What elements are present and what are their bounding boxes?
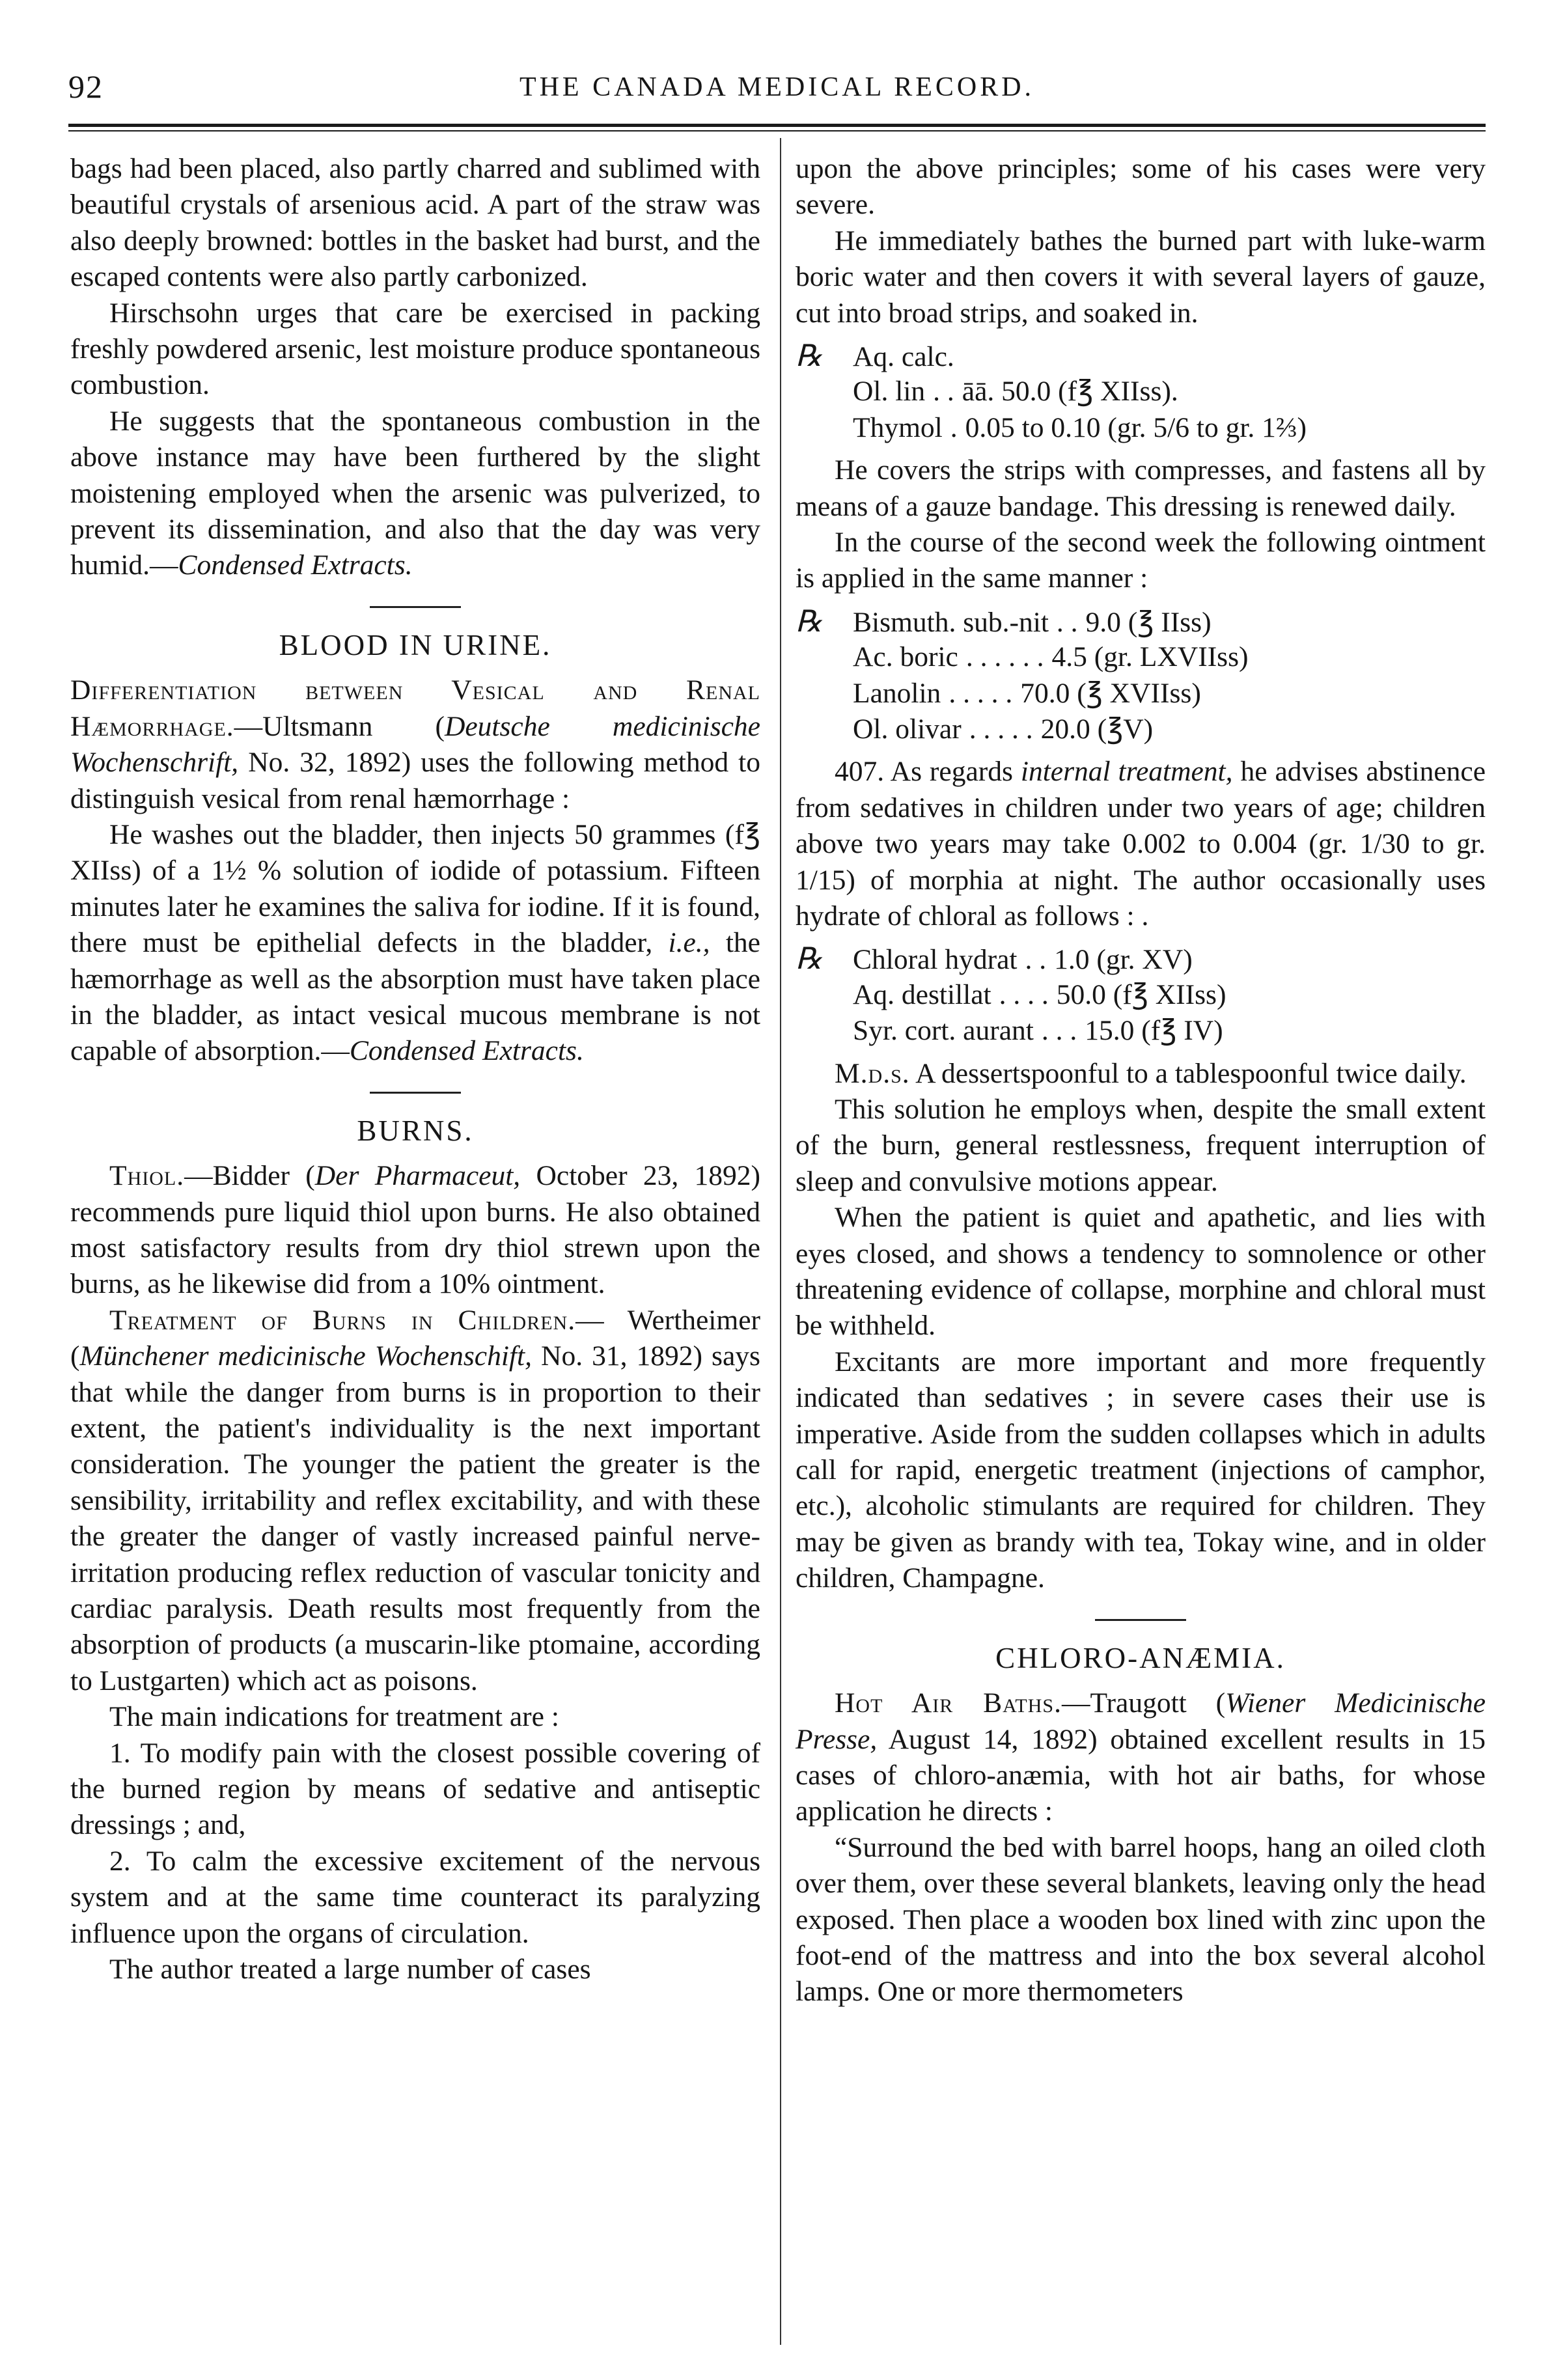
- paragraph-text: —Traugott (: [1061, 1687, 1226, 1719]
- paragraph: [70, 1158, 760, 1303]
- paragraph-text: —Ultsmann (: [234, 710, 445, 742]
- journal-name: Der Pharmaceut,: [314, 1160, 521, 1192]
- dose: 0.05 to 0.10 (gr. 5/6 to gr. 1⅔): [965, 411, 1307, 443]
- paragraph-text: October 23, 1892) recommends pure liquid thiol upon burns. He also obtained most satisfactory results from dry thiol strewn upon the burns, as he likewise did from a 10% ointment.: [70, 1160, 760, 1300]
- section-divider: [370, 1092, 461, 1094]
- ingredient: Ol. olivar: [853, 713, 962, 745]
- paragraph: upon the above principles; some of his cases were very severe.: [796, 153, 1486, 221]
- paragraph: [796, 1685, 1486, 1830]
- ingredient: Chloral hydrat: [853, 944, 1018, 976]
- paragraph-text: he advises abstinence from sedatives in children under two years of age; children above two years may take 0.002 to 0.004 (gr. 1/30 to gr. 1/15) of morphia at night. The author occasionally uses hydrate of chloral as follows : .: [796, 756, 1486, 932]
- paragraph: [70, 1303, 760, 1699]
- dose: 70.0 (℥ XVIIss): [1020, 677, 1201, 709]
- paragraph-text: No. 31, 1892) says that while the danger from burns is in proportion to their extent, the patient's individuality is the next important consideration. The younger the patient the greater is the sensibility, irritability and reflex excitability, and with these the greater the danger of vastly increased painful nerve-irritation producing reflex reduction of vascular tonicity and cardiac paralysis. Death results most frequently from the absorption of products (a muscarin-like ptomaine, according to Lustgarten) which act as poisons.: [70, 1340, 760, 1696]
- dose: 15.0 (f℥ IV): [1085, 1015, 1223, 1047]
- subsection-heading: Differentiation between Vesical and Renal Hæmorrhage.: [70, 674, 760, 742]
- paragraph: He covers the strips with compresses, and fastens all by means of a gauze bandage. This dressing is renewed daily.: [796, 454, 1486, 522]
- paragraph: In the course of the second week the following ointment is applied in the same manner :: [796, 527, 1486, 594]
- prescription-line: [796, 712, 1486, 747]
- prescription-line: [796, 676, 1486, 712]
- ingredient: Thymol: [853, 411, 943, 443]
- paragraph-text: A dessertspoonful to a tablespoonful twice daily.: [909, 1057, 1467, 1089]
- dose: āā. 50.0 (f℥ XIIss).: [962, 376, 1178, 408]
- paragraph-text: —Bidder (: [184, 1160, 315, 1192]
- leader-dots: .: [950, 411, 958, 443]
- page-number: 92: [68, 68, 104, 105]
- paragraph: [70, 672, 760, 817]
- leader-dots: . . . . .: [949, 677, 1013, 709]
- prescription-line: [796, 977, 1486, 1013]
- paragraph-text: No. 32, 1892) uses the following method to distinguish vesical from renal hæmorrhage :: [70, 747, 760, 814]
- journal-name: Deutsche medicinische Wochenschrift,: [70, 710, 760, 779]
- dose: 4.5 (gr. LXVIIss): [1051, 641, 1249, 673]
- paragraph: He immediately bathes the burned part with luke-warm boric water and then covers it with several layers of gauze, cut into broad strips, and soaked in.: [796, 225, 1486, 329]
- paragraph-text: 407. As regards: [835, 756, 1021, 788]
- quotation: “Surround the bed with barrel hoops, hang an oiled cloth over them, over these several blankets, leaving only the head exposed. Then place a wooden box lined with zinc upon the foot-end of the mattress and into the box several alcohol lamps. One or more thermometers: [796, 1831, 1486, 2008]
- leader-dots: . . . . .: [969, 713, 1033, 745]
- prescription-line: [796, 374, 1486, 409]
- source-citation: Condensed Extracts.: [178, 549, 413, 581]
- header-rule-thin: [68, 130, 1486, 131]
- subsection-heading: Hot Air Baths.: [835, 1687, 1062, 1719]
- source-citation: Condensed Extracts.: [349, 1035, 584, 1067]
- leader-dots: . .: [1025, 944, 1047, 976]
- abbreviation: i.e.,: [668, 927, 710, 959]
- ingredient: Bismuth. sub.-nit: [853, 606, 1049, 638]
- right-column: [796, 151, 1486, 2010]
- prescription-line: [796, 639, 1486, 675]
- paragraph: Hirschsohn urges that care be exercised in packing freshly powdered arsenic, lest moisture produce spontaneous combustion.: [70, 297, 760, 401]
- column-divider: [780, 138, 781, 2345]
- paragraph-text: He suggests that the spontaneous combustion in the above instance may have been furthered by the slight moistening employed when the arsenic was pulverized, to prevent its dissemination, and also that the day was very humid.—: [70, 405, 760, 581]
- emphasis: internal treatment,: [1020, 756, 1233, 788]
- recipe-symbol: ℞: [796, 339, 823, 373]
- ingredient: Ac. boric: [853, 641, 958, 673]
- section-title-burns: BURNS.: [357, 1114, 474, 1147]
- section-title-chloro-anaemia: CHLORO-ANÆMIA.: [995, 1641, 1286, 1674]
- recipe-symbol: ℞: [796, 604, 823, 638]
- leader-dots: . .: [1056, 606, 1078, 638]
- page-header: [68, 68, 1486, 120]
- ingredient: Syr. cort. aurant: [853, 1015, 1034, 1047]
- paragraph: [70, 817, 760, 1070]
- journal-name: Wiener Medicinische Presse,: [796, 1687, 1486, 1755]
- paragraph-text: the hæmorrhage as well as the absorption must have taken place in the bladder, as intact vesical mucous membrane is not capable of absorption.—: [70, 927, 760, 1067]
- left-column: [70, 151, 760, 1988]
- subsection-heading: Thiol.: [109, 1160, 185, 1192]
- subsection-heading: Treatment of Burns in Children.: [109, 1304, 576, 1336]
- paragraph: [796, 1056, 1486, 1092]
- list-item: 1. To modify pain with the closest possible covering of the burned region by means of sedative and antiseptic dressings ; and,: [70, 1737, 760, 1841]
- ingredient: Aq. calc.: [853, 341, 954, 373]
- leader-dots: . . . . . .: [965, 641, 1044, 673]
- journal-name: Münchener medicinische Wochenschift,: [79, 1340, 532, 1372]
- leader-dots: . .: [933, 376, 954, 408]
- prescription: [796, 338, 1486, 446]
- dose: 20.0 (℥V): [1040, 713, 1154, 745]
- abbreviation: M.d.s.: [835, 1057, 910, 1089]
- paragraph: When the patient is quiet and apathetic, and lies with eyes closed, and shows a tendency to somnolence or other threatening evidence of collapse, morphine and chloral must be withheld.: [796, 1202, 1486, 1342]
- prescription-line: [796, 338, 1486, 374]
- section-title-blood-in-urine: BLOOD IN URINE.: [279, 628, 552, 661]
- section-divider: [1095, 1619, 1186, 1621]
- ingredient: Aq. destillat: [853, 978, 991, 1010]
- paragraph: This solution he employs when, despite the small extent of the burn, general restlessness, frequent interruption of sleep and convulsive motions appear.: [796, 1094, 1486, 1197]
- prescription-line: [796, 941, 1486, 976]
- leader-dots: . . .: [1041, 1015, 1077, 1047]
- paragraph: The author treated a large number of cases: [109, 1954, 591, 1986]
- paragraph: [796, 754, 1486, 934]
- paragraph-text: August 14, 1892) obtained excellent results in 15 cases of chloro-anæmia, with hot air baths, for whose application he directs :: [796, 1723, 1486, 1827]
- prescription: [796, 941, 1486, 1049]
- recipe-symbol: ℞: [796, 942, 823, 976]
- prescription-line: [796, 410, 1486, 446]
- section-divider: [370, 606, 461, 608]
- dose: 1.0 (gr. XV): [1054, 944, 1193, 976]
- paragraph: [70, 404, 760, 584]
- ingredient: Ol. lin: [853, 376, 926, 408]
- leader-dots: . . . .: [999, 978, 1049, 1010]
- paragraph-text: He washes out the bladder, then injects 50 grammes (f℥ XIIss) of a 1½ % solution of iodide of potassium. Fifteen minutes later he examines the saliva for iodine. If it is found, there must be epithelial defects in the bladder,: [70, 818, 760, 959]
- paragraph: bags had been placed, also partly charred and sublimed with beautiful crystals of arsenious acid. A part of the straw was also deeply browned: bottles in the basket had burst, and the escaped contents were also partly carbonized.: [70, 153, 760, 293]
- paragraph-text: — Wertheimer (: [70, 1304, 760, 1372]
- header-rule-thick: [68, 124, 1486, 127]
- list-item: 2. To calm the excessive excitement of the nervous system and at the same time counteract its paralyzing influence upon the organs of circulation.: [70, 1845, 760, 1949]
- dose: 50.0 (f℥ XIIss): [1056, 978, 1226, 1010]
- prescription-line: [796, 1013, 1486, 1049]
- prescription-line: [796, 603, 1486, 639]
- prescription: [796, 603, 1486, 748]
- paragraph: Excitants are more important and more frequently indicated than sedatives ; in severe cases their use is imperative. Aside from the sudden collapses which in adults call for rapid, energetic treatment (injections of camphor, etc.), alcoholic stimulants are required for children. They may be given as brandy with tea, Tokay wine, and in older children, Champagne.: [796, 1346, 1486, 1594]
- paragraph: The main indications for treatment are :: [109, 1701, 559, 1733]
- dose: 9.0 (℥ IIss): [1085, 606, 1212, 638]
- ingredient: Lanolin: [853, 677, 941, 709]
- journal-title: THE CANADA MEDICAL RECORD.: [519, 72, 1035, 102]
